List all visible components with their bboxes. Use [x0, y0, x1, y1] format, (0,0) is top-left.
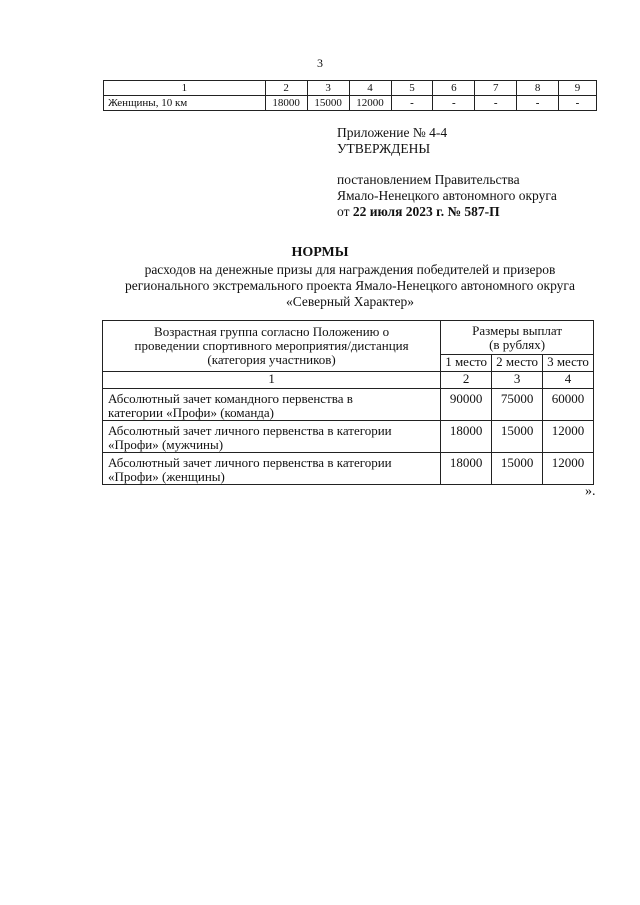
group-text-line-2: категории «Профи» (команда): [108, 405, 275, 420]
group-text-line-1: Абсолютный зачет личного первенства в категории: [108, 455, 392, 470]
group-header-line-1: Возрастная группа согласно Положению о: [154, 324, 390, 339]
table-header-row: [104, 81, 597, 96]
payments-header-line-2: (в рублях): [489, 336, 546, 352]
place-header: 1 место: [441, 355, 492, 372]
page-number: 3: [317, 56, 323, 70]
column-number: 4: [349, 81, 391, 96]
second-place-value: 15000: [492, 453, 543, 485]
payments-header-line-1: Размеры выплат: [472, 322, 563, 338]
approval-date-line: [337, 204, 500, 220]
column-number: 2: [265, 81, 307, 96]
first-place-value: 18000: [441, 421, 492, 453]
group-text-line-1: Абсолютный зачет командного первенства в: [108, 391, 353, 406]
table-row: [103, 389, 594, 421]
value-cell: 18000: [265, 96, 307, 111]
column-number: 3: [307, 81, 349, 96]
table-row: [103, 421, 594, 453]
date-prefix: от: [337, 204, 350, 219]
first-place-value: 18000: [441, 453, 492, 485]
document-title: НОРМЫ: [291, 245, 349, 260]
group-text-line-1: Абсолютный зачет личного первенства в категории: [108, 423, 392, 438]
group-cell: [103, 421, 441, 453]
group-header: [103, 321, 441, 372]
column-number: 5: [391, 81, 433, 96]
group-text-line-2: «Профи» (женщины): [108, 469, 225, 484]
value-cell: -: [559, 96, 597, 111]
second-place-value: 75000: [492, 389, 543, 421]
column-number: 4: [543, 372, 594, 389]
continued-table: [103, 80, 597, 111]
subtitle-line-3: «Северный Характер»: [285, 294, 415, 309]
approval-line-1: постановлением Правительства: [337, 172, 520, 187]
value-cell: 12000: [349, 96, 391, 111]
column-number: 1: [104, 81, 266, 96]
value-cell: -: [391, 96, 433, 111]
table-row: [103, 453, 594, 485]
group-header-line-2: проведении спортивного мероприятия/дистанция: [134, 338, 409, 353]
payments-header: [441, 321, 594, 355]
column-number: 6: [433, 81, 475, 96]
column-numbers-row: [103, 372, 594, 389]
third-place-value: 12000: [543, 421, 594, 453]
category-cell: Женщины, 10 км: [104, 96, 266, 111]
value-cell: 15000: [307, 96, 349, 111]
table-row: [104, 96, 597, 111]
value-cell: -: [433, 96, 475, 111]
approval-date: 22 июля 2023 г. № 587-П: [352, 204, 500, 219]
approval-line-2: Ямало-Ненецкого автономного округа: [337, 188, 557, 203]
closing-quote: ».: [585, 484, 596, 499]
appendix-number: Приложение № 4-4: [337, 125, 448, 140]
third-place-value: 60000: [543, 389, 594, 421]
group-cell: [103, 389, 441, 421]
column-number: 1: [103, 372, 441, 389]
column-number: 3: [492, 372, 543, 389]
second-place-value: 15000: [492, 421, 543, 453]
value-cell: -: [517, 96, 559, 111]
group-text-line-2: «Профи» (мужчины): [108, 437, 224, 452]
value-cell: -: [475, 96, 517, 111]
subtitle-line-2: регионального экстремального проекта Ямало-Ненецкого автономного округа: [125, 278, 575, 293]
table-header-row: [103, 321, 594, 355]
place-header: 2 место: [492, 355, 543, 372]
subtitle-line-1: расходов на денежные призы для награждения победителей и призеров: [144, 262, 556, 277]
group-header-line-3: (категория участников): [207, 352, 336, 367]
third-place-value: 12000: [543, 453, 594, 485]
column-number: 9: [559, 81, 597, 96]
group-cell: [103, 453, 441, 485]
approved-label: УТВЕРЖДЕНЫ: [337, 141, 431, 156]
first-place-value: 90000: [441, 389, 492, 421]
column-number: 2: [441, 372, 492, 389]
column-number: 7: [475, 81, 517, 96]
column-number: 8: [517, 81, 559, 96]
document-subtitle: [95, 262, 605, 310]
place-header: 3 место: [543, 355, 594, 372]
norms-table: [102, 320, 594, 485]
